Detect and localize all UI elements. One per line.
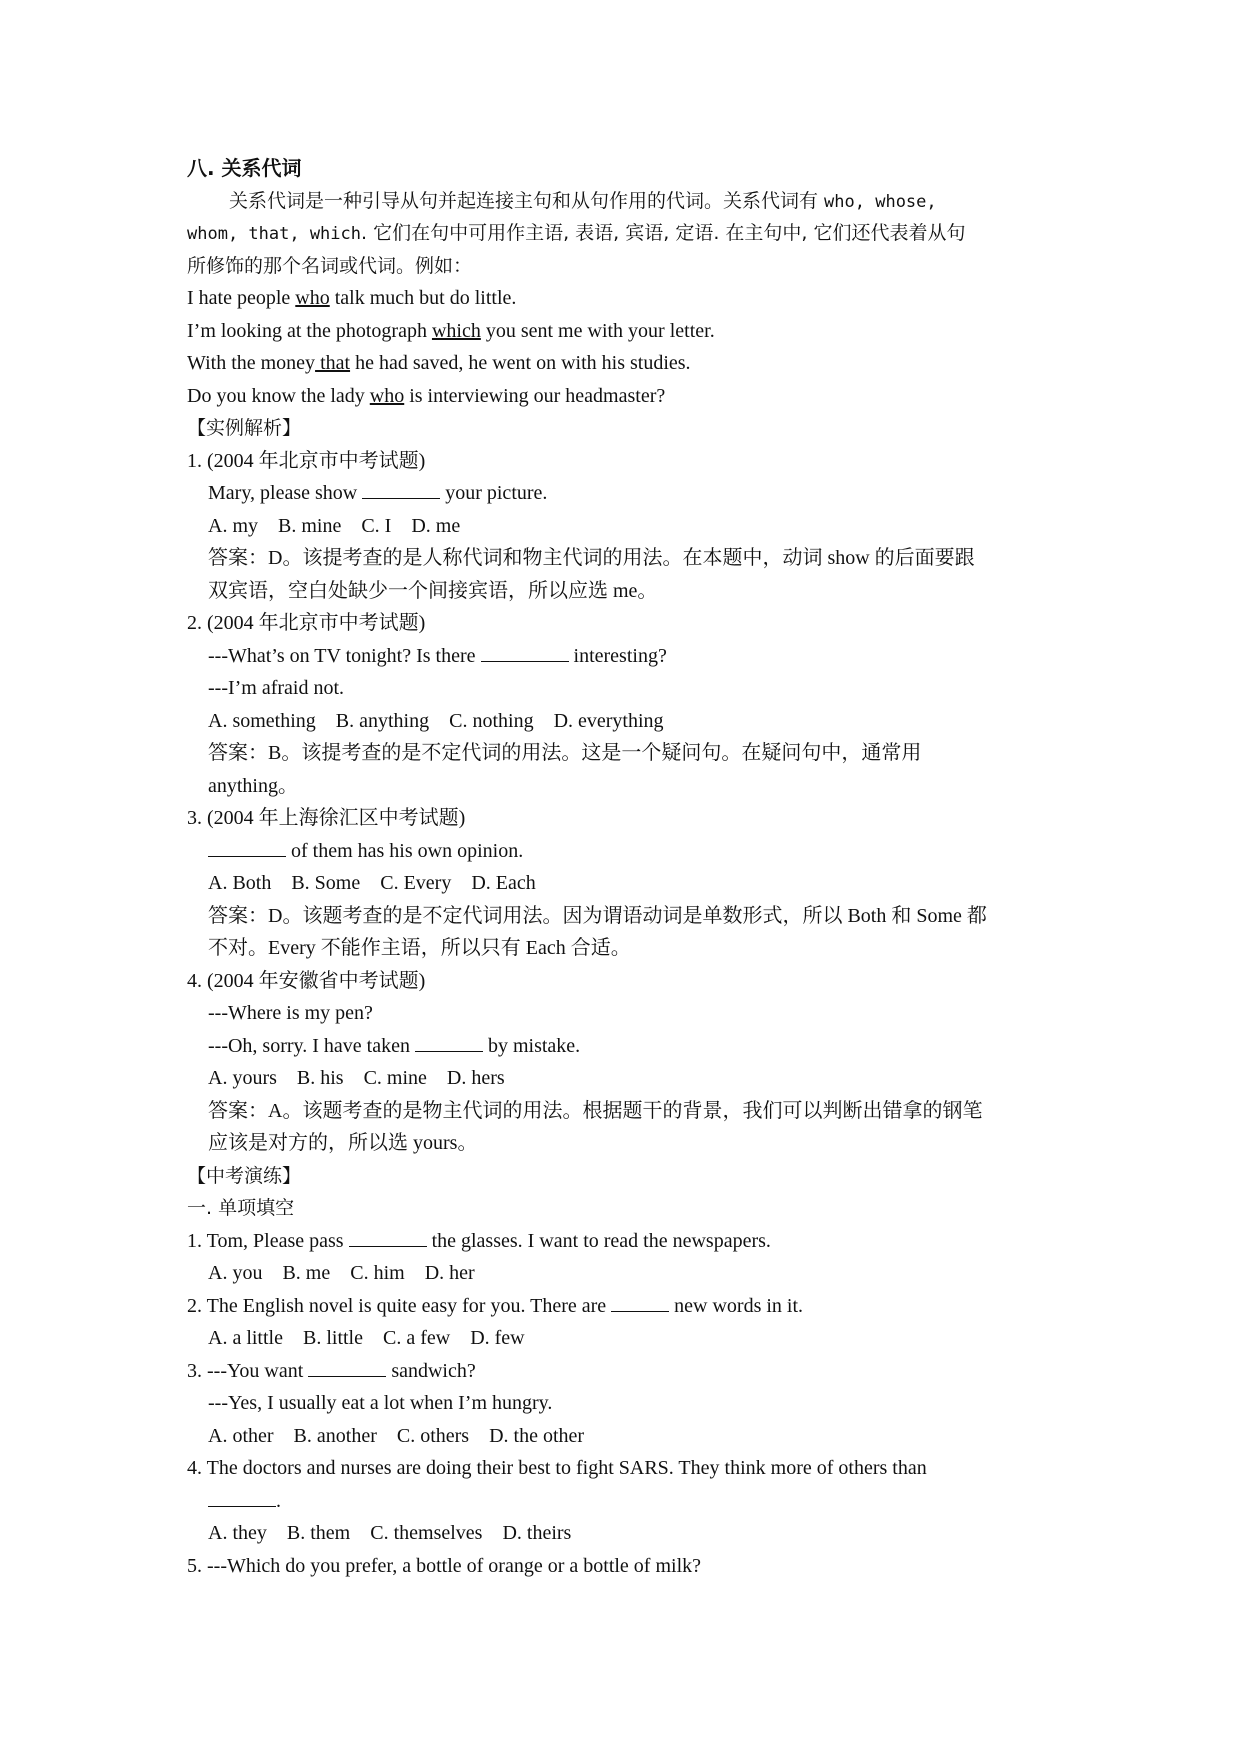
question-source: 2. (2004 年北京市中考试题) [187, 612, 426, 634]
example-sentence [187, 347, 1067, 380]
intro-line-1 [187, 185, 1067, 218]
option: A. something [208, 709, 316, 732]
option: A. my [208, 514, 258, 537]
option: B. little [302, 1327, 363, 1349]
option: D. her [424, 1262, 475, 1284]
answer-blank [208, 1488, 276, 1507]
section-heading: 八. 关系代词 [187, 156, 302, 180]
practice-stem [187, 1355, 1067, 1388]
option: B. mine [278, 514, 342, 537]
option: B. his [296, 1067, 344, 1089]
question-options [187, 1420, 1067, 1453]
practice-stem-continued [187, 1485, 1067, 1518]
option: B. Some [291, 872, 361, 894]
option: D. everything [553, 709, 664, 732]
stem-text: new words in it. [669, 1294, 804, 1317]
stem-text: interesting? [568, 644, 667, 667]
answer-explanation: anything。 [208, 774, 298, 797]
option: D. theirs [502, 1522, 572, 1544]
answer-blank [349, 1228, 427, 1247]
practice-stem [187, 1225, 1067, 1258]
question-stem [187, 1030, 1067, 1063]
option: D. me [411, 514, 461, 537]
dialogue-reply: ---Yes, I usually eat a lot when I’m hungry. [208, 1392, 553, 1414]
example-text: he had saved, he went on with his studies. [350, 352, 691, 374]
intro-text: . 它们在句中可用作主语, 表语, 宾语, 定语. 在主句中, 它们还代表着从句 [361, 222, 966, 244]
subsection-title: 一. 单项填空 [187, 1197, 295, 1219]
answer-explanation: 应该是对方的，所以选 yours。 [208, 1132, 478, 1154]
option: A. a little [208, 1327, 283, 1349]
intro-line-3: 所修饰的那个名词或代词。例如： [187, 254, 473, 277]
option: C. mine [363, 1067, 427, 1089]
question-options [187, 510, 1067, 543]
answer-explanation: 答案：D。该提考查的是人称代词和物主代词的用法。在本题中，动词 show 的后面要跟 [208, 547, 975, 569]
practice-stem: 5. ---Which do you prefer, a bottle of orange or a bottle of milk? [187, 1554, 702, 1577]
question-options [187, 1062, 1067, 1095]
stem-text: the glasses. I want to read the newspapers. [426, 1229, 771, 1252]
stem-text: Mary, please show [208, 482, 363, 504]
answer-explanation: 不对。Every 不能作主语，所以只有 Each 合适。 [208, 937, 631, 959]
underlined-pronoun: who [295, 287, 330, 309]
stem-text: your picture. [440, 482, 548, 504]
stem-text: 1. Tom, Please pass [187, 1229, 349, 1252]
answer-blank [308, 1358, 386, 1377]
intro-line-2 [187, 217, 1067, 250]
question-options [187, 1257, 1067, 1290]
option: C. themselves [370, 1522, 483, 1544]
example-sentence [187, 315, 1067, 348]
option: A. other [208, 1424, 274, 1447]
answer-blank [208, 838, 286, 857]
answer-blank [415, 1033, 483, 1052]
stem-text: 2. The English novel is quite easy for you. There are [187, 1294, 612, 1317]
example-sentence [187, 282, 1067, 315]
option: C. him [350, 1262, 405, 1284]
underlined-pronoun: which [431, 319, 481, 342]
intro-pronouns: who, whose, [824, 191, 937, 212]
stem-text: ---What’s on TV tonight? Is there [208, 644, 481, 667]
option: C. I [361, 514, 392, 537]
dialogue-line: ---Where is my pen? [208, 1002, 373, 1024]
practice-stem [187, 1290, 1067, 1323]
underlined-pronoun: that [315, 352, 351, 374]
example-text: talk much but do little. [329, 287, 517, 309]
answer-blank [481, 643, 569, 662]
option: B. me [282, 1262, 331, 1284]
option: C. nothing [449, 709, 534, 732]
example-text: you sent me with your letter. [480, 319, 715, 342]
option: B. anything [335, 709, 430, 732]
option: D. the other [489, 1424, 585, 1447]
underlined-pronoun: who [369, 384, 405, 407]
document-page [187, 152, 1067, 1582]
stem-text: . [276, 1489, 281, 1512]
option: D. few [470, 1327, 525, 1349]
stem-text: sandwich? [386, 1359, 476, 1382]
option: B. them [286, 1522, 351, 1544]
example-text: I hate people [187, 287, 296, 309]
stem-text: by mistake. [482, 1034, 581, 1057]
option: C. others [396, 1424, 470, 1447]
option: C. Every [380, 872, 452, 894]
answer-explanation: 双宾语，空白处缺少一个间接宾语，所以应选 me。 [208, 579, 658, 602]
stem-text: 3. ---You want [187, 1359, 309, 1382]
option: D. hers [446, 1067, 505, 1089]
question-stem [187, 835, 1067, 868]
option: A. Both [208, 872, 272, 894]
intro-pronouns: whom, that, which [187, 224, 361, 244]
question-stem [187, 477, 1067, 510]
example-text: With the money [187, 352, 316, 374]
question-options [187, 705, 1067, 738]
section-title-practice: 【中考演练】 [187, 1164, 302, 1187]
example-text: Do you know the lady [187, 384, 370, 407]
question-stem [187, 640, 1067, 673]
option: D. Each [471, 872, 536, 894]
question-source: 3. (2004 年上海徐汇区中考试题) [187, 807, 466, 829]
practice-stem: 4. The doctors and nurses are doing their best to fight SARS. They think more of others than [187, 1457, 927, 1479]
answer-blank [611, 1293, 669, 1312]
stem-text: ---Oh, sorry. I have taken [208, 1034, 415, 1057]
option: A. you [208, 1262, 263, 1284]
question-source: 4. (2004 年安徽省中考试题) [187, 969, 426, 992]
intro-text: 关系代词是一种引导从句并起连接主句和从句作用的代词。关系代词有 [229, 189, 825, 212]
example-text: is interviewing our headmaster? [404, 384, 666, 407]
option: A. yours [208, 1067, 277, 1089]
question-options [187, 867, 1067, 900]
example-text: I’m looking at the photograph [187, 319, 432, 342]
option: C. a few [382, 1327, 451, 1349]
answer-blank [362, 480, 440, 499]
question-source: 1. (2004 年北京市中考试题) [187, 449, 426, 472]
example-sentence [187, 380, 1067, 413]
option: A. they [208, 1522, 267, 1544]
stem-text: of them has his own opinion. [286, 839, 524, 862]
option: B. another [293, 1424, 377, 1447]
answer-explanation: 答案：D。该题考查的是不定代词用法。因为谓语动词是单数形式，所以 Both 和 Some 都 [208, 904, 987, 927]
dialogue-reply: ---I’m afraid not. [208, 677, 345, 699]
answer-explanation: 答案：A。该题考查的是物主代词的用法。根据题干的背景，我们可以判断出错拿的钢笔 [208, 1099, 983, 1122]
answer-explanation: 答案：B。该提考查的是不定代词的用法。这是一个疑问句。在疑问句中，通常用 [208, 742, 922, 764]
section-title-examples: 【实例解析】 [187, 417, 302, 439]
question-options [187, 1517, 1067, 1550]
question-options [187, 1322, 1067, 1355]
